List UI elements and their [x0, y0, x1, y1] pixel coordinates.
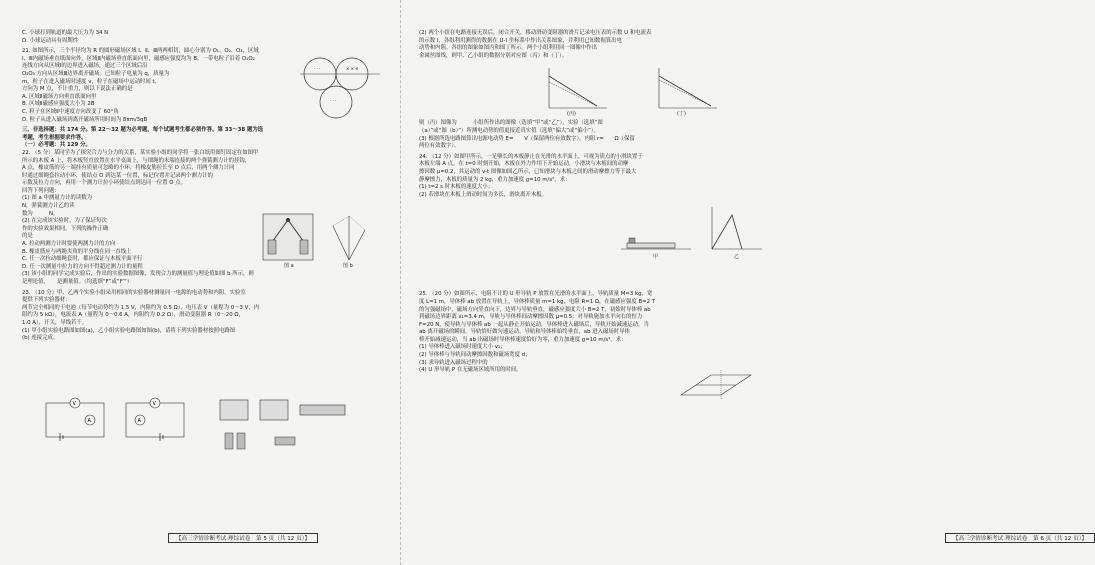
- figure-caption-a: 图 a: [284, 263, 294, 269]
- q22-item: (3) 该小组的同学完成实验后，作出的实验数据图像，发现合力的测量值与理论值如图 b 所示，则: [22, 271, 254, 278]
- q21-line: 连线方向从区域Ⅰ的边界进入磁场，通过三个区域后沿: [22, 63, 148, 70]
- ui-graph-d: [651, 66, 721, 116]
- figure-caption-b: 图 b: [343, 263, 353, 269]
- q23-cont-line: 的示数 I，各组利用测得的数据在 U-I 坐标系中作出关系图象，并利用已知数据算出电: [419, 37, 622, 44]
- section-heading: 三、非选择题：共 174 分。第 22～32 题为必考题，每个试题考生都必须作答。第 33～38 题为选: [22, 127, 264, 134]
- q24-line: 静摩擦力，木板的质量为 2 kg，重力加速度 g=10 m/s²，求：: [419, 176, 571, 183]
- q21-line: 21. 如图所示，三个半径均为 R 的圆形磁场区域 Ⅰ、Ⅱ、Ⅲ两两相切，圆心分别为 O₁、O₂、O₃，区域: [22, 48, 259, 55]
- q22-item: (1) 图 a 中测量力计的读数为: [22, 195, 92, 202]
- circuit-diagram-a: [40, 395, 110, 445]
- q25-line: 的匀强磁场中，磁场方向竖直向下，边界与导轨垂直，磁感应强度大小 B=2 T，初始时导体棒 ab: [419, 306, 651, 313]
- q23-line: 阻约为 5 kΩ），电流表 A（量程为 0～0.6 A，内阻约为 0.2 Ω），滑动变阻器 R（0～20 Ω，: [22, 312, 244, 319]
- graph-caption-c: (丙): [567, 111, 576, 117]
- q25-line: (3) 求导轨进入磁场过程中的: [419, 359, 488, 366]
- q24-line: 擦因数 μ=0.2，其运动的 v-t 图像如图乙所示，已知滑块与木板之间的滑动摩擦力等于最大: [419, 168, 637, 175]
- q23-more-line: 则（丙）图像为 小组所作出的图像（选填“甲”或“乙”），实验（选填“图: [419, 120, 603, 127]
- q25-line: 到磁场边界距离 x₁=3.4 m，导轨与导体棒间动摩擦因数 μ=0.5，对导轨施加水平向右的恒力: [419, 314, 643, 321]
- q22-item: (2) 在完成该实验时，为了保证每次: [22, 218, 107, 225]
- q22-line: 回答下列问题：: [22, 187, 60, 194]
- section-heading: 考题，考生根据要求作答。: [22, 134, 87, 141]
- q21-line: A. 区域Ⅱ磁场方向垂直纸面向里: [22, 93, 97, 100]
- q22-line: 所示的木板 A 上，将木板竖直放置在水平桌面上，与细绳的末端连接的两个弹簧测力计的挂钩，: [22, 157, 251, 164]
- magnetic-field-circles-figure: [300, 52, 385, 122]
- q23-more-line: （a）”或“图（b）”）所测电动势的值更接近真实值（选填“偏大”或“偏小”）。: [419, 127, 599, 134]
- force-vector-figure: [325, 212, 373, 267]
- ui-graph-c: [541, 66, 611, 116]
- q21-line: C. 粒子在区域Ⅱ中速度方向改变了 60°角: [22, 108, 119, 115]
- q23-line: 两节完全相同的干电池（每节电动势约为 1.5 V，内阻约为 0.5 Ω），电压表 V（量程为 0～3 V，内: [22, 304, 260, 311]
- q22-line: A 点，橡皮筋的另一端挂有质量可忽略的小环，将橡皮筋拉长至 O 点后，用两个测力计同: [22, 165, 235, 172]
- text-line: D. 小球运动具有周期性: [22, 37, 79, 44]
- svg-text:V: V: [72, 401, 76, 407]
- q23-cont-line: 金属丝图线，则甲、乙小组的数据分别对应图（丙）和（丁）。: [419, 52, 568, 59]
- q22-item: 是理论值， 是测量值。（均选填“F”或“F′”）: [22, 279, 133, 285]
- svg-text:· · ·: · · ·: [314, 66, 321, 71]
- q22-line: 时通过细绳套拉动小环，使结点 O 到达某一位置，标记位置并记录两个测力计的: [22, 172, 213, 179]
- q22-item: 数为 N。: [22, 210, 59, 217]
- text-line: C. 小球打到轨道的最大压力为 34 N: [22, 30, 109, 36]
- q24-line: 木板左端 A 点，在 t=0 时刻开始，木板在外力作用下开始运动，小滑块与木板间的动摩: [419, 161, 629, 168]
- q21-line: 方向为 M 点，不计重力，则以下说法正确的是: [22, 86, 133, 93]
- subsection-heading: （一）必考题：共 129 分。: [22, 142, 91, 149]
- left-page: [0, 0, 400, 565]
- figure-caption-jia: 甲: [653, 254, 659, 260]
- q25-line: (1) 导体棒进入磁场时速度大小 v₁；: [419, 344, 506, 351]
- vt-graph: [706, 205, 766, 260]
- page-footer-right: 【高三学情诊断考试·理综试卷 第 6 页（共 12 页）】: [945, 533, 1095, 543]
- q22-item: C. 任一次拉动细绳套时，都应保证与木板平面平行: [22, 256, 143, 263]
- q24-line: (2) 若滑块在木板上滑动时间为多长，滑块离开木板。: [419, 191, 547, 198]
- q21-line: D. 粒子从进入磁场到离开磁场所用时间为 8πm/3qB: [22, 116, 148, 123]
- q21-line: Ⅰ、Ⅲ内磁场垂直纸面向外，区域Ⅱ内磁场垂直纸面向里，磁感应强度均为 B。一带电粒子沿着 O₁O₂: [22, 55, 255, 62]
- u-rail-figure: [671, 365, 761, 405]
- q21-line: O₂O₃ 方向从区域Ⅲ边界离开磁场。已知粒子电量为 q，质量为: [22, 70, 170, 77]
- q24-line: (1) t=2 s 时木板的速度大小；: [419, 184, 494, 191]
- q22-item: B. 橡皮筋应与两绳夹角的平分线在同一直线上: [22, 248, 132, 255]
- q23-line: (b) 连接完成。: [22, 335, 59, 342]
- q23-more-line: (3) 根据所选电路图算出电源电动势 E= V（保留两位有效数字），内阻 r= Ω（保留: [419, 135, 635, 142]
- q22-item: N，弹簧测力计乙的读: [22, 203, 75, 210]
- q23-cont-line: 动势和内阻。各组的图象如图丙和图丁所示。两个小组利用同一图像中作出: [419, 45, 597, 52]
- svg-text:× × ×: × × ×: [346, 66, 359, 71]
- q22-item: D. 任一次测量中拉力的方向不得超过测力计的量程: [22, 263, 143, 270]
- svg-text:A: A: [87, 418, 91, 424]
- q25-line: 25. （20 分）如图所示，电阻不计的 U 形导轨 P 放置在光滑的水平面上，导轨质量 M=3 kg，宽: [419, 291, 653, 298]
- svg-text:V: V: [152, 401, 156, 407]
- q25-line: (2) 导体棒与导轨间动摩擦因数和磁场宽度 d；: [419, 352, 531, 359]
- figure-caption-yi: 乙: [734, 254, 740, 260]
- q25-line: 棒开始减速运动，当 ab 出磁场时导体棒速度恰好为零，重力加速度 g=10 m/s²。求：: [419, 336, 627, 343]
- q21-line: B. 区域Ⅱ磁感应强度大小为 2B: [22, 101, 95, 108]
- q22-item: 作的实验效果相同，下列的操作正确: [22, 225, 109, 232]
- q23-line: 提供下列实验器材：: [22, 297, 71, 304]
- q25-line: ab 离开磁场的瞬间，导轨恰好做匀速运动，导轨和导体棒始终垂直，ab 进入磁场时导体: [419, 329, 630, 336]
- q23-line: 1.0 A），开关，导线若干。: [22, 319, 88, 326]
- svg-text:· · ·: · · ·: [330, 98, 337, 103]
- q24-line: 24. （12 分）如图甲所示，一足够长的木板静止在光滑的水平面上，可视为质点的小滑块置于: [419, 153, 643, 160]
- lab-equipment-figure: [215, 395, 365, 455]
- q23-line: (1) 甲小组实验电路图如图(a)，乙小组实验电路图如图(b)，请将下列实验器材按照电路图: [22, 327, 236, 334]
- q25-line: 度 L=1 m，导体棒 ab 放置在导轨上，导体棒质量 m=1 kg，电阻 R=1 Ω，在磁感应强度 B=2 T: [419, 298, 656, 305]
- q23-line: 23. （10 分）甲、乙两个实验小组采用相同的实验器材测量同一电源的电动势和内阻，实验室: [22, 289, 246, 296]
- q22-item: 的是: [22, 233, 33, 240]
- block-on-board-figure: [621, 225, 691, 260]
- force-board-figure: [258, 212, 318, 267]
- q23-more-line: 两位有效数字）。: [419, 143, 460, 150]
- q22-line: 示数及拉力方向，再用一个测力计拉小环使结点到达同一位置 O 点。: [22, 180, 186, 187]
- q21-line: m，粒子在进入磁场时速度 v，粒子在磁场中运动时间 t，: [22, 78, 160, 85]
- q25-line: (4) U 形导轨 P 在无磁场区域所用的时间。: [419, 367, 522, 374]
- q22-line: 22. （5 分）某同学为了探究合力与分力的关系，某实验小组的同学将一张白纸用图钉固定在如图甲: [22, 149, 259, 156]
- graph-caption-d: (丁): [677, 111, 686, 117]
- right-page: [400, 0, 1088, 565]
- page-footer-left: 【高三学情诊断考试·理综试卷 第 5 页（共 12 页）】: [168, 533, 318, 543]
- q25-line: F=20 N，使导轨与导体棒 ab 一起从静止开始运动，导体棒进入磁场后，导轨开始减速运动，当: [419, 321, 649, 328]
- q22-item: A. 拉动两测力计时要使两测力计的方向: [22, 241, 116, 248]
- svg-text:A: A: [137, 418, 141, 424]
- q23-cont-line: (2) 两个小组在电路连接无误后，闭合开关，移动滑动变阻器的滑片记录电压表的示数 U 和电流表: [419, 30, 652, 36]
- circuit-diagram-b: [120, 395, 190, 445]
